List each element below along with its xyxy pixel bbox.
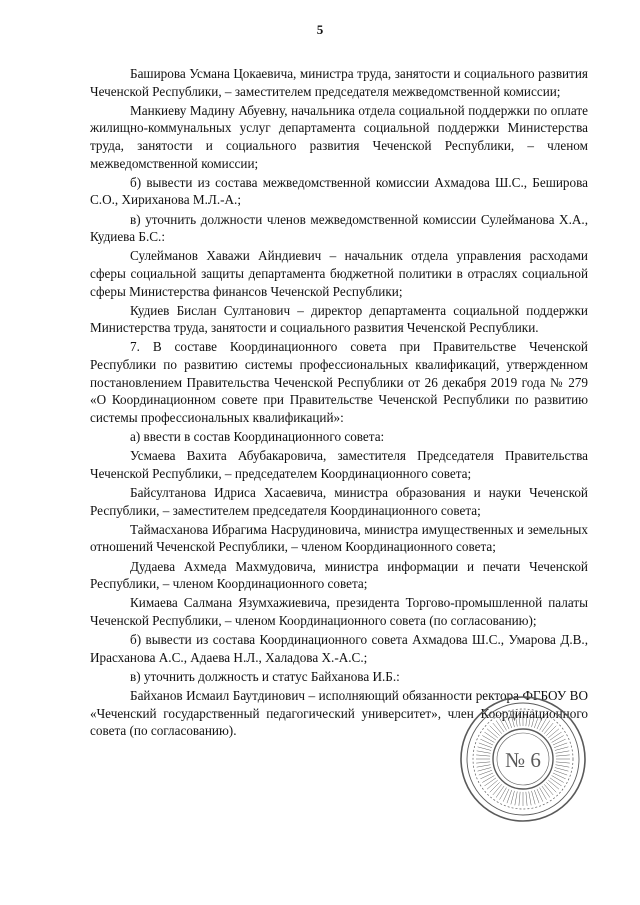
paragraph: Кимаева Салмана Язумхажиевича, президента Торгово-промышленной палаты Чеченской Республики, – членом Координационного совета (по согласованию); (90, 595, 588, 628)
paragraph: Усмаева Вахита Абубакаровича, заместителя Председателя Правительства Чеченской Республики, – председателем Координационного совета; (90, 448, 588, 481)
paragraph: Манкиеву Мадину Абуевну, начальника отдела социальной поддержки по оплате жилищно-коммунальных услуг департамента социальной поддержки Министерства труда, занятости и социального развития Чеченской Республики, – членом межведомственной комиссии; (90, 102, 588, 171)
stamp-hatch-line (529, 792, 531, 806)
page-number: 5 (316, 22, 324, 37)
stamp-hatch-line (519, 712, 520, 726)
document-body (90, 65, 588, 741)
stamp-hatch-line (515, 792, 517, 806)
stamp-hatch-line (482, 736, 494, 743)
stamp-hatch-line (550, 778, 561, 786)
stamp-hatch-line (555, 768, 569, 772)
stamp-hatch-line (546, 782, 556, 792)
stamp-hatch-line (490, 782, 500, 792)
stamp-hatch-line (519, 792, 520, 806)
stamp-hatch-line (477, 751, 491, 753)
stamp-hatch-line (555, 747, 569, 751)
stamp-hatch-line (478, 747, 492, 751)
paragraph: в) уточнить должность и статус Байханова И.Б.: (130, 668, 400, 684)
stamp-hatch-line (546, 726, 556, 736)
paragraph: Байсултанова Идриса Хасаевича, министра образования и науки Чеченской Республики, – заместителем председателя Координационного совета; (90, 485, 588, 518)
stamp-hatch-line (493, 784, 502, 795)
stamp-hatch-line (542, 721, 550, 732)
stamp-hatch-line (556, 751, 570, 753)
stamp-hatch-line (544, 723, 553, 734)
stamp-hatch-line (476, 755, 490, 756)
stamp-hatch-line (485, 778, 496, 786)
stamp-hatch-line (544, 784, 553, 795)
stamp-hatch-line (493, 723, 502, 734)
paragraph: б) вывести из состава Координационного совета Ахмадова Ш.С., Умарова Д.В., Ирасханова А.С., Адаева Н.Л., Халадова Х.-А.С.; (90, 632, 588, 665)
stamp-hatch-line (487, 780, 498, 789)
paragraph: Баширова Усмана Цокаевича, министра труда, занятости и социального развития Чеченской Республики, – заместителем председателя межведомственной комиссии; (90, 66, 588, 99)
paragraph: в) уточнить должности членов межведомственной комиссии Сулейманова Х.А., Кудиева Б.С.: (90, 211, 588, 245)
stamp-hatch-line (515, 713, 517, 727)
stamp-hatch-line (556, 762, 570, 763)
stamp-hatch-line (485, 732, 496, 740)
stamp-hatch-line (556, 765, 570, 767)
stamp-hatch-line (490, 726, 500, 736)
stamp-hatch-line (487, 729, 498, 738)
stamp-hatch-line (500, 788, 507, 800)
paragraph: Дудаева Ахмеда Махмудовича, министра информации и печати Чеченской Республики, – членом Координационного совета; (90, 558, 588, 592)
paragraph: 7. В составе Координационного совета при Правительстве Чеченской Республики по развитию системы профессиональных квалификаций, утвержденном постановлением Правительства Чеченской Республики от 26 декабря 2019 года № 279 «О Координационном совете при Правительстве Чеченской Республики по развитию системы профессиональных квалификаций»: (90, 339, 588, 425)
stamp-hatch-line (552, 736, 564, 743)
stamp-hatch-line (540, 788, 547, 800)
stamp-hatch-line (511, 714, 515, 728)
paragraph: б) вывести из состава межведомственной комиссии Ахмадова Ш.С., Беширова С.О., Хириханова М.Л.-А.; (90, 174, 588, 208)
stamp-hatch-line (550, 732, 561, 740)
stamp-hatch-line (540, 718, 547, 730)
stamp-hatch-line (496, 721, 504, 732)
stamp-hatch-line (526, 712, 527, 726)
paragraph: а) ввести в состав Координационного совета: (130, 429, 385, 445)
stamp-hatch-line (500, 718, 507, 730)
stamp-hatch-line (529, 713, 531, 727)
paragraph: Кудиев Бислан Султанович – директор департамента социальной поддержки Министерства труда, занятости и социального развития Чеченской Республики. (90, 302, 588, 336)
stamp-hatch-line (482, 776, 494, 783)
stamp-hatch-line (478, 768, 492, 772)
official-stamp (457, 693, 589, 825)
paragraph: Байханов Исмаил Баутдинович – исполняющий обязанности ректора ФГБОУ ВО «Чеченский государственный педагогический университет», член Координационного совета (по согласованию). (90, 688, 588, 739)
stamp-hatch-line (548, 780, 559, 789)
stamp-hatch-line (542, 786, 550, 797)
stamp-hatch-line (532, 714, 536, 728)
stamp-hatch-line (548, 729, 559, 738)
stamp-hatch-line (477, 765, 491, 767)
stamp-hatch-line (496, 786, 504, 797)
stamp-number: № 6 (505, 748, 541, 772)
stamp-hatch-line (526, 792, 527, 806)
stamp-hatch-line (552, 776, 564, 783)
stamp-hatch-line (532, 791, 536, 805)
paragraph: Таймасханова Ибрагима Насрудиновича, министра имущественных и земельных отношений Чеченской Республики, – членом Координационного совета; (90, 521, 588, 555)
paragraph: Сулейманов Хаважи Айндиевич – начальник отдела управления расходами сферы социальной защиты департамента бюджетной политики в отраслях социальной сферы Министерства финансов Чеченской Республики; (90, 248, 588, 299)
stamp-hatch-line (476, 762, 490, 763)
stamp-hatch-line (511, 791, 515, 805)
stamp-hatch-line (556, 755, 570, 756)
